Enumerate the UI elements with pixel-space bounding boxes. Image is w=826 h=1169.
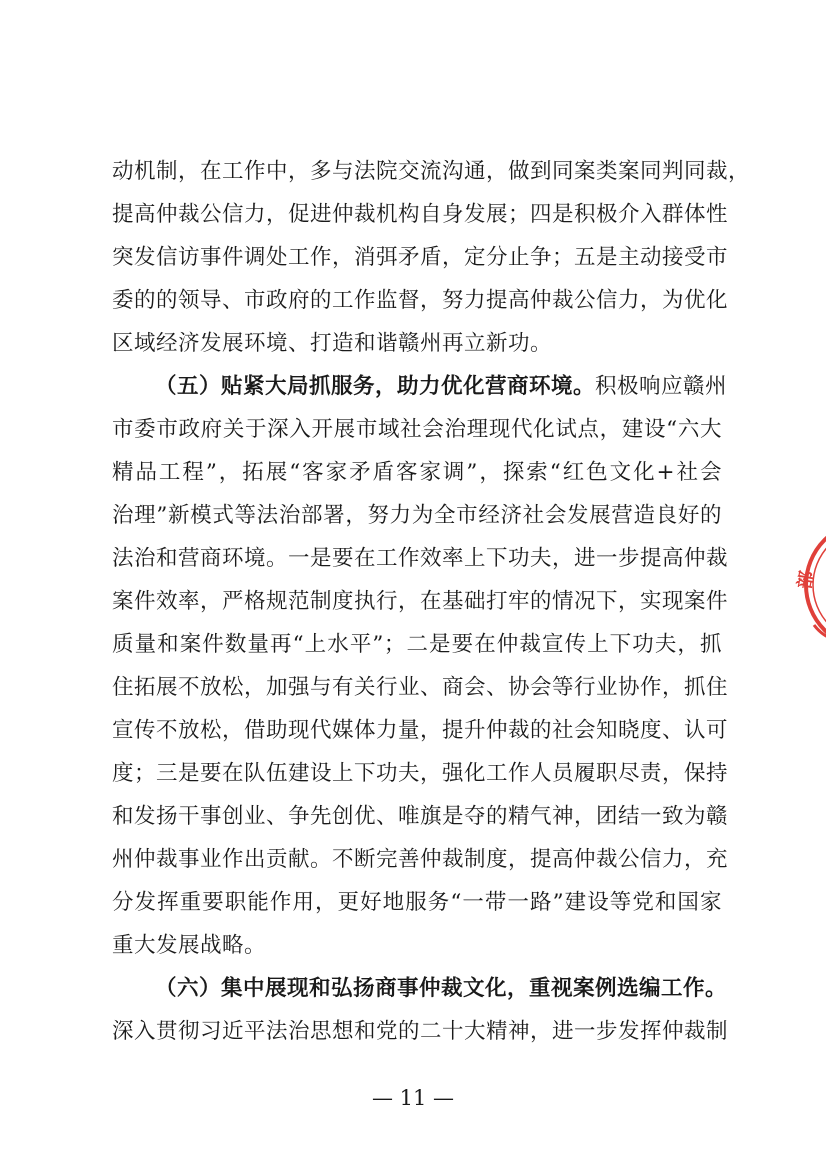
text-line: 重大发展战略。 <box>112 933 267 958</box>
text-line: 区域经济发展环境、打造和谐赣州再立新功。 <box>112 331 553 356</box>
text-line: 精品工程”，拓展“客家矛盾客家调”，探索“红色文化+社会 <box>112 460 722 485</box>
text-line: 住拓展不放松，加强与有关行业、商会、协会等行业协作，抓住 <box>112 675 729 700</box>
seal-text: 部 <box>794 569 819 591</box>
text-line: 度；三是要在队伍建设上下功夫，强化工作人员履职尽责，保持 <box>112 761 729 786</box>
section-5-heading: （五）贴紧大局抓服务，助力优化营商环境。 <box>155 374 596 399</box>
text-line: 案件效率，严格规范制度执行，在基础打牢的情况下，实现案件 <box>112 589 729 614</box>
section-5-text: 积极响应赣州 <box>595 374 728 399</box>
text-line: 法治和营商环境。一是要在工作效率上下功夫，进一步提高仲裁 <box>112 546 729 571</box>
text-line: 市委市政府关于深入开展市域社会治理现代化试点，建设“六大 <box>112 417 722 442</box>
text-line: 治理”新模式等法治部署，努力为全市经济社会发展营造良好的 <box>112 503 722 528</box>
page-number: — 11 — <box>371 1086 455 1110</box>
official-seal <box>790 515 826 655</box>
text-line: 和发扬干事创业、争先创优、唯旗是夺的精气神，团结一致为赣 <box>112 804 729 829</box>
section-5-first-line <box>155 365 728 409</box>
text-line: 提高仲裁公信力，促进仲裁机构自身发展；四是积极介入群体性 <box>112 202 729 227</box>
text-line: 深入贯彻习近平法治思想和党的二十大精神，进一步发挥仲裁制 <box>112 1019 729 1044</box>
text-line: 委的的领导、市政府的工作监督，努力提高仲裁公信力，为优化 <box>112 288 729 313</box>
text-line: 分发挥重要职能作用，更好地服务“一带一路”建设等党和国家 <box>112 890 722 915</box>
text-line: 宣传不放松，借助现代媒体力量，提升仲裁的社会知晓度、认可 <box>112 718 729 743</box>
text-line: 质量和案件数量再“上水平”；二是要在仲裁宣传上下功夫，抓 <box>112 632 722 657</box>
text-line: 州仲裁事业作出贡献。不断完善仲裁制度，提高仲裁公信力，充 <box>112 847 729 872</box>
section-6-heading: （六）集中展现和弘扬商事仲裁文化，重视案例选编工作。 <box>155 976 728 1001</box>
text-line: 动机制，在工作中，多与法院交流沟通，做到同案类案同判同裁， <box>112 159 751 184</box>
text-line: 突发信访事件调处工作，消弭矛盾，定分止争；五是主动接受市 <box>112 245 729 270</box>
